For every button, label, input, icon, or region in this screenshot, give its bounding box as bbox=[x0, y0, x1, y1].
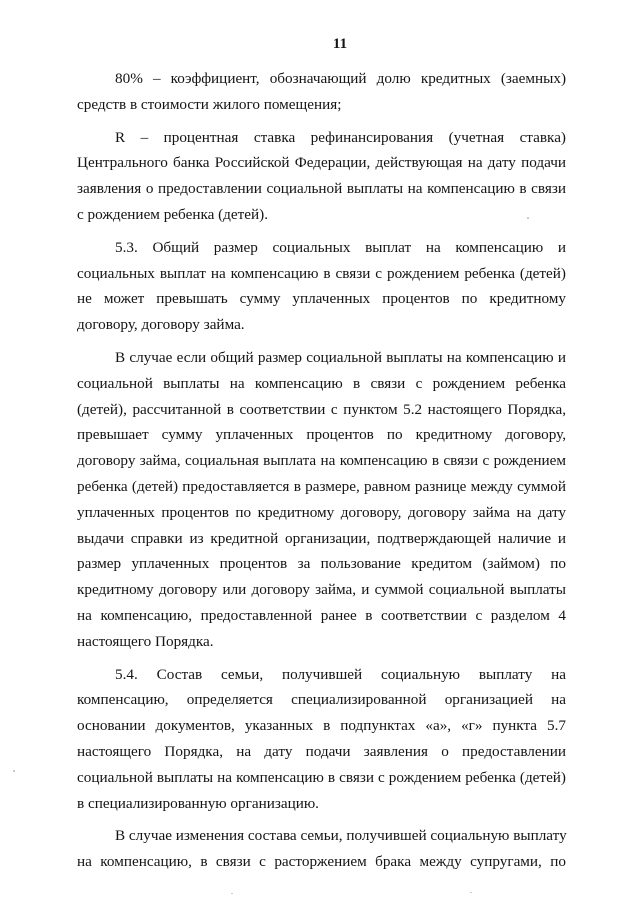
text-line: настоящего Порядка, на дату подачи заявления о предоставлении bbox=[77, 742, 566, 760]
paragraph-family-change bbox=[77, 823, 566, 875]
text-line: (детей), рассчитанной в соответствии с пунктом 5.2 настоящего Порядка, bbox=[77, 400, 566, 418]
text-line: уплаченных процентов по кредитному договору, договору займа на дату bbox=[77, 503, 566, 521]
text-line: компенсацию, определяется специализированной организацией на bbox=[77, 691, 566, 709]
text-line: В случае если общий размер социальной выплаты на компенсацию и bbox=[115, 348, 566, 366]
text-line: договору, договору займа. bbox=[77, 316, 245, 334]
text-line: заявления о предоставлении социальной выплаты на компенсацию в связи bbox=[77, 180, 566, 198]
text-line: средств в стоимости жилого помещения; bbox=[77, 95, 342, 113]
text-line: социальной выплаты на компенсацию в связи с рождением ребенка (детей) bbox=[77, 768, 566, 786]
paragraph-excess-case bbox=[77, 345, 566, 655]
text-line: в специализированную организацию. bbox=[77, 794, 319, 812]
text-line: не может превышать сумму уплаченных процентов по кредитному bbox=[77, 290, 566, 308]
text-line: 5.4. Состав семьи, получившей социальную выплату на bbox=[115, 665, 566, 683]
paragraph-coefficient bbox=[77, 66, 566, 118]
text-line: на компенсацию, предоставленной ранее в соответствии с разделом 4 bbox=[77, 606, 566, 624]
paragraph-rate bbox=[77, 125, 566, 228]
document-body bbox=[77, 66, 566, 875]
paragraph-5-3 bbox=[77, 235, 566, 338]
text-line: превышает сумму уплаченных процентов по кредитному договору, bbox=[77, 426, 566, 444]
text-line: R – процентная ставка рефинансирования (учетная ставка) bbox=[115, 128, 566, 146]
text-line: социальных выплат на компенсацию в связи с рождением ребенка (детей) bbox=[77, 264, 566, 282]
text-line: социальной выплаты на компенсацию в связи с рождением ребенка bbox=[77, 374, 566, 392]
text-line: ребенка (детей) предоставляется в размере, равном разнице между суммой bbox=[77, 477, 566, 495]
text-line: настоящего Порядка. bbox=[77, 632, 214, 650]
paragraph-5-4 bbox=[77, 662, 566, 817]
text-line: на компенсацию, в связи с расторжением брака между супругами, по bbox=[77, 853, 566, 871]
text-line: размер уплаченных процентов за пользование кредитом (займом) по bbox=[77, 555, 566, 573]
text-line: В случае изменения состава семьи, получившей социальную выплату bbox=[115, 827, 567, 845]
text-line: 5.3. Общий размер социальных выплат на компенсацию и bbox=[115, 238, 566, 256]
text-line: выдачи справки из кредитной организации, подтверждающей наличие и bbox=[77, 529, 566, 547]
scan-speck bbox=[527, 217, 529, 219]
text-line: с рождением ребенка (детей). bbox=[77, 205, 269, 223]
scan-speck bbox=[231, 893, 233, 894]
text-line: кредитному договору или договору займа, и суммой социальной выплаты bbox=[77, 581, 566, 599]
scan-speck bbox=[470, 892, 472, 893]
page-number: 11 bbox=[332, 36, 348, 52]
text-line: Центрального банка Российской Федерации, действующая на дату подачи bbox=[77, 154, 566, 172]
text-line: договору займа, социальная выплата на компенсацию в связи с рождением bbox=[77, 452, 566, 470]
scan-speck bbox=[13, 770, 15, 772]
text-line: основании документов, указанных в подпунктах «а», «г» пункта 5.7 bbox=[77, 717, 566, 735]
text-line: 80% – коэффициент, обозначающий долю кредитных (заемных) bbox=[115, 70, 566, 87]
